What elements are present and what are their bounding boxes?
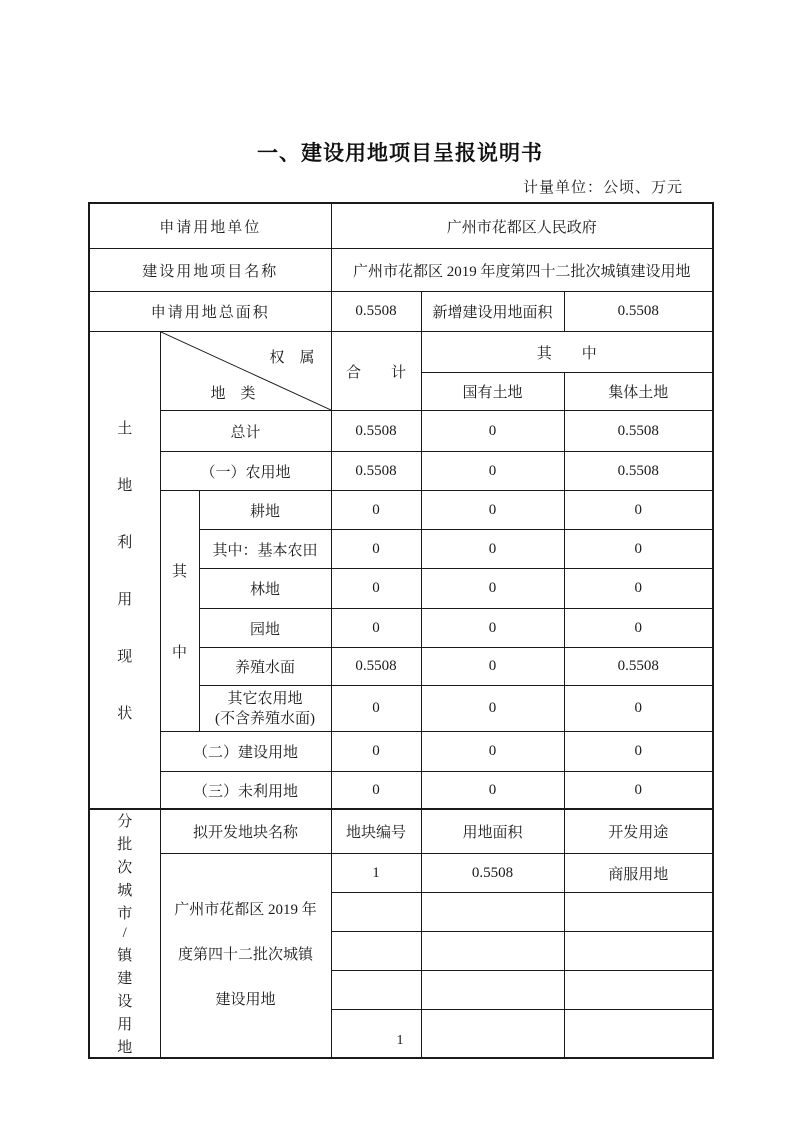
applicant-label: 申请用地单位 bbox=[89, 203, 331, 249]
landuse-row-label-line1: 其它农用地 bbox=[227, 690, 303, 707]
landuse-collective-value: 0.5508 bbox=[564, 411, 713, 452]
dev-row-no bbox=[331, 893, 421, 932]
landuse-total-value: 0 bbox=[331, 686, 421, 732]
project-name-label: 建设用地项目名称 bbox=[89, 249, 331, 292]
landuse-row-label: 总计 bbox=[160, 411, 331, 452]
dev-col-no: 地块编号 bbox=[331, 809, 421, 854]
total-area-value: 0.5508 bbox=[331, 292, 421, 332]
landuse-collective-value: 0.5508 bbox=[564, 452, 713, 491]
dev-row-use: 商服用地 bbox=[564, 854, 713, 893]
table-row bbox=[89, 249, 713, 292]
landuse-row-label: 林地 bbox=[199, 569, 331, 609]
table-row bbox=[89, 772, 713, 810]
landuse-section-label-text: 土 地 利 用 现 状 bbox=[117, 421, 133, 722]
dev-row-use bbox=[564, 893, 713, 932]
landuse-collective-value: 0.5508 bbox=[564, 648, 713, 686]
table-row bbox=[89, 292, 713, 332]
project-name-value: 广州市花都区 2019 年度第四十二批次城镇建设用地 bbox=[331, 249, 713, 292]
landuse-row-label: 耕地 bbox=[199, 491, 331, 530]
landuse-collective-value: 0 bbox=[564, 491, 713, 530]
landuse-total-value: 0 bbox=[331, 609, 421, 648]
landuse-collective-value: 0 bbox=[564, 609, 713, 648]
report-table bbox=[88, 202, 714, 1059]
table-row bbox=[89, 332, 713, 373]
landuse-state-value: 0 bbox=[421, 609, 564, 648]
landuse-row-label: 养殖水面 bbox=[199, 648, 331, 686]
development-section-label-text: 分 批 次 城 市 / 镇 建 设 用 地 bbox=[117, 814, 133, 1056]
table-row bbox=[89, 203, 713, 249]
dev-row-use bbox=[564, 971, 713, 1010]
col-header-state-land: 国有土地 bbox=[421, 373, 564, 411]
landuse-total-value: 0 bbox=[331, 772, 421, 810]
table-row bbox=[89, 809, 713, 854]
dev-project-name-line1: 广州市花都区 2019 年 bbox=[174, 902, 317, 918]
landuse-collective-value: 0 bbox=[564, 772, 713, 810]
dev-col-name: 拟开发地块名称 bbox=[160, 809, 331, 854]
new-area-value: 0.5508 bbox=[564, 292, 713, 332]
landuse-state-value: 0 bbox=[421, 648, 564, 686]
landuse-row-label bbox=[199, 686, 331, 732]
dev-col-use: 开发用途 bbox=[564, 809, 713, 854]
landuse-collective-value: 0 bbox=[564, 569, 713, 609]
landuse-total-value: 0 bbox=[331, 491, 421, 530]
development-section-label bbox=[89, 809, 160, 1058]
landuse-total-value: 0 bbox=[331, 569, 421, 609]
dev-row-area: 0.5508 bbox=[421, 854, 564, 893]
landuse-total-value: 0 bbox=[331, 732, 421, 772]
dev-row-area bbox=[421, 893, 564, 932]
among-vertical-label bbox=[160, 491, 199, 732]
dev-row-area bbox=[421, 971, 564, 1010]
landuse-total-value: 0.5508 bbox=[331, 411, 421, 452]
landuse-state-value: 0 bbox=[421, 530, 564, 569]
page-title: 一、建设用地项目呈报说明书 bbox=[257, 141, 543, 165]
landuse-row-label: （二）建设用地 bbox=[160, 732, 331, 772]
landuse-collective-value: 0 bbox=[564, 732, 713, 772]
dev-row-area bbox=[421, 932, 564, 971]
col-header-total: 合 计 bbox=[331, 332, 421, 411]
table-row bbox=[89, 411, 713, 452]
dev-project-name-line2: 度第四十二批次城镇 bbox=[178, 947, 314, 963]
applicant-value: 广州市花都区人民政府 bbox=[331, 203, 713, 249]
landuse-state-value: 0 bbox=[421, 411, 564, 452]
dev-project-name bbox=[160, 854, 331, 1059]
landuse-state-value: 0 bbox=[421, 491, 564, 530]
diagonal-header-cell bbox=[160, 332, 331, 411]
table-row bbox=[89, 491, 713, 530]
table-row bbox=[89, 854, 713, 893]
col-header-collective-land: 集体土地 bbox=[564, 373, 713, 411]
col-header-among: 其 中 bbox=[421, 332, 713, 373]
landuse-collective-value: 0 bbox=[564, 686, 713, 732]
dev-row-use bbox=[564, 932, 713, 971]
landuse-state-value: 0 bbox=[421, 686, 564, 732]
landuse-collective-value: 0 bbox=[564, 530, 713, 569]
diagonal-ownership-label: 权 属 bbox=[269, 350, 315, 366]
dev-row-no bbox=[331, 971, 421, 1010]
landuse-row-label: 其中：基本农田 bbox=[199, 530, 331, 569]
landuse-state-value: 0 bbox=[421, 732, 564, 772]
landuse-row-label-line2: (不含养殖水面) bbox=[215, 710, 315, 727]
total-area-label: 申请用地总面积 bbox=[89, 292, 331, 332]
page-number: 1 bbox=[396, 1033, 404, 1048]
dev-row-no: 1 bbox=[331, 854, 421, 893]
table-row bbox=[89, 452, 713, 491]
among-vertical-label-text: 其 中 bbox=[171, 564, 187, 661]
landuse-total-value: 0.5508 bbox=[331, 452, 421, 491]
diagonal-landtype-label: 地 类 bbox=[210, 386, 256, 402]
new-area-label: 新增建设用地面积 bbox=[421, 292, 564, 332]
measurement-unit-note: 计量单位：公顷、万元 bbox=[522, 180, 683, 196]
landuse-total-value: 0.5508 bbox=[331, 648, 421, 686]
landuse-row-label: （一）农用地 bbox=[160, 452, 331, 491]
landuse-state-value: 0 bbox=[421, 772, 564, 810]
landuse-section-label bbox=[89, 332, 160, 810]
dev-project-name-line3: 建设用地 bbox=[215, 992, 276, 1008]
landuse-state-value: 0 bbox=[421, 569, 564, 609]
dev-col-area: 用地面积 bbox=[421, 809, 564, 854]
landuse-row-label: （三）未利用地 bbox=[160, 772, 331, 810]
table-row bbox=[89, 732, 713, 772]
dev-row-no bbox=[331, 932, 421, 971]
landuse-total-value: 0 bbox=[331, 530, 421, 569]
landuse-state-value: 0 bbox=[421, 452, 564, 491]
landuse-row-label: 园地 bbox=[199, 609, 331, 648]
